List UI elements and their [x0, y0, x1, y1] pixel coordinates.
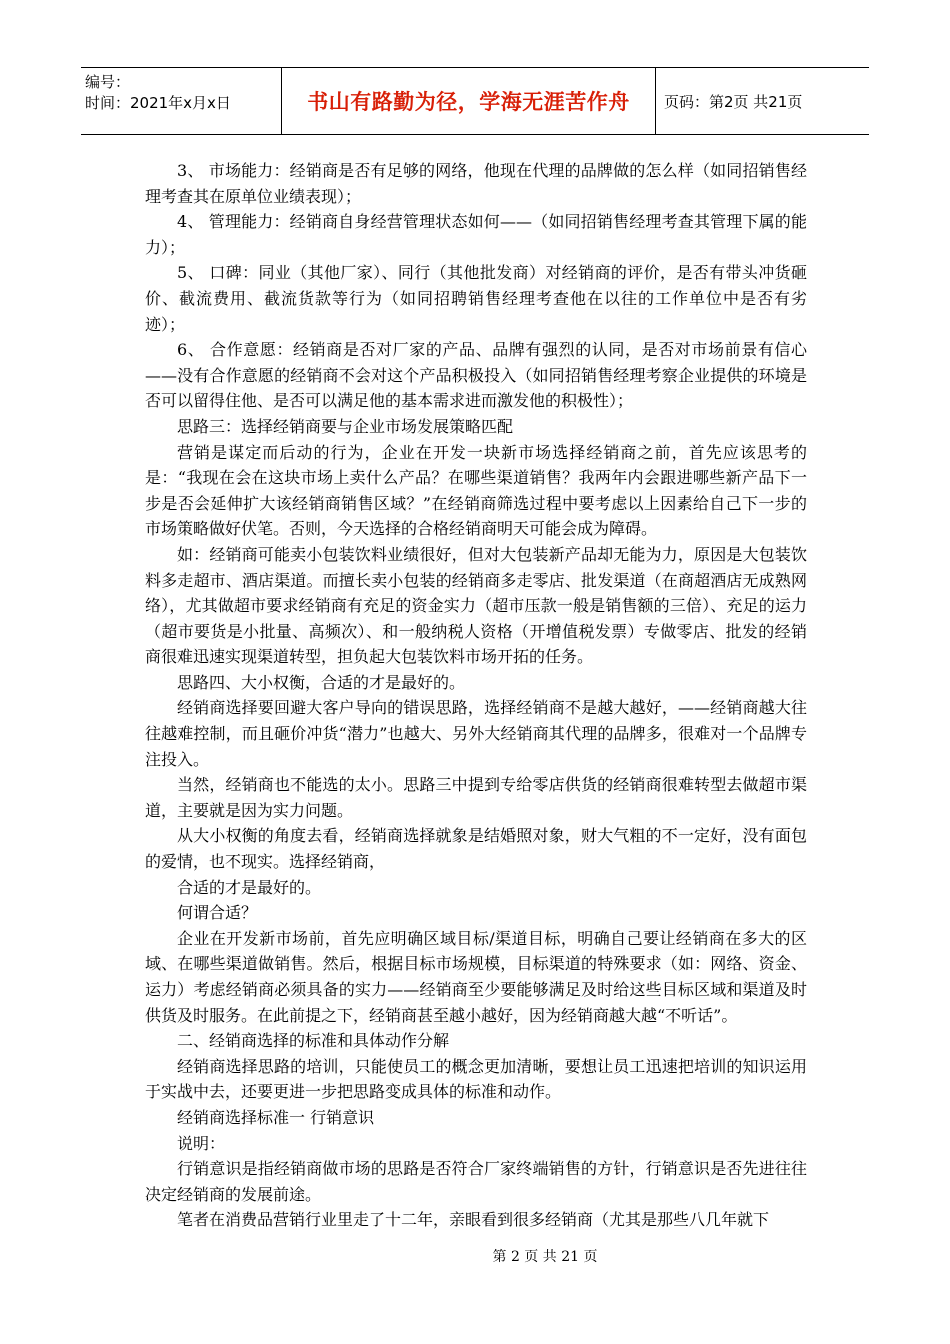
section-heading: 二、经销商选择的标准和具体动作分解 [177, 1031, 450, 1051]
section-heading: 思路四、大小权衡，合适的才是最好的。 [177, 672, 466, 692]
paragraph: 5、 口碑：同业（其他厂家）、同行（其他批发商）对经销商的评价，是否有带头冲货砸价、截流费用、截流货款等行为（如同招聘销售经理考查他在以往的工作单位中是否有劣迹）； [145, 263, 807, 334]
header-page-number: 页码：第2页 共21页 [664, 92, 803, 111]
document-number-label: 编号： [85, 73, 131, 91]
paragraph: 6、 合作意愿：经销商是否对厂家的产品、品牌有强烈的认同，是否对市场前景有信心——没有合作意愿的经销商不会对这个产品积极投入（如同招销售经理考察企业提供的环境是否可以留得住他、是否可以满足他的基本需求进而激发他的积极性）； [145, 340, 807, 411]
paragraph: 行销意识是指经销商做市场的思路是否符合厂家终端销售的方针，行销意识是否先进往往决定经销商的发展前途。 [145, 1159, 807, 1204]
paragraph: 经销商选择思路的培训，只能使员工的概念更加清晰，要想让员工迅速把培训的知识运用于实战中去，还要更进一步把思路变成具体的标准和动作。 [145, 1056, 807, 1102]
header-meta [81, 68, 282, 134]
paragraph: 当然，经销商也不能选的太小。思路三中提到专给零店供货的经销商很难转型去做超市渠道，主要就是因为实力问题。 [145, 775, 807, 820]
paragraph: 合适的才是最好的。 [177, 877, 322, 897]
paragraph: 如：经销商可能卖小包装饮料业绩很好，但对大包装新产品却无能为力，原因是大包装饮料多走超市、酒店渠道。而擅长卖小包装的经销商多走零店、批发渠道（在商超酒店无成熟网络），尤其做超市要求经销商有充足的资金实力（超市压款一般是销售额的三倍）、充足的运力（超市要货是小批量、高频次）、和一般纳税人资格（开增值税发票）专做零店、批发的经销商很难迅速实现渠道转型，担负起大包装饮料市场开拓的任务。 [145, 544, 807, 667]
paragraph: 经销商选择要回避大客户导向的错误思路，选择经销商不是越大越好，——经销商越大往往越难控制，而且砸价冲货“潜力”也越大、另外大经销商其代理的品牌多，很难对一个品牌专注投入。 [145, 698, 807, 769]
paragraph: 营销是谋定而后动的行为，企业在开发一块新市场选择经销商之前，首先应该思考的是：“我现在会在这块市场上卖什么产品？在哪些渠道销售？我两年内会跟进哪些新产品下一步是否会延伸扩大该经销商销售区域？”在经销商筛选过程中要考虑以上因素给自己下一步的市场策略做好伏笔。否则，今天选择的合格经销商明天可能会成为障碍。 [145, 442, 807, 539]
document-date-label: 时间：2021年x月x日 [85, 94, 231, 112]
section-heading: 思路三：选择经销商要与企业市场发展策略匹配 [177, 416, 514, 436]
header-page-cell [656, 68, 869, 134]
paragraph: 笔者在消费品营销行业里走了十二年，亲眼看到很多经销商（尤其是那些八几年就下 [177, 1210, 770, 1230]
section-heading: 经销商选择标准一 行销意识 [177, 1107, 375, 1127]
paragraph: 企业在开发新市场前，首先应明确区域目标/渠道目标，明确自己要让经销商在多大的区域、在哪些渠道做销售。然后，根据目标市场规模，目标渠道的特殊要求（如：网络、资金、运力）考虑经销商必须具备的实力——经销商至少要能够满足及时给这些目标区域和渠道及时供货及时服务。在此前提之下，经销商甚至越小越好，因为经销商越大越“不听话”。 [145, 928, 807, 1025]
paragraph: 4、 管理能力：经销商自身经营管理状态如何——（如同招销售经理考查其管理下属的能力）； [145, 212, 807, 257]
header-motto-cell [282, 68, 656, 134]
paragraph: 说明： [177, 1133, 226, 1153]
footer-page-number: 第 2 页 共 21 页 [492, 1249, 598, 1265]
paragraph: 何谓合适？ [177, 903, 258, 923]
document-body [145, 158, 807, 1233]
page-footer [0, 1246, 950, 1266]
page-header [81, 67, 869, 135]
paragraph: 3、 市场能力：经销商是否有足够的网络，他现在代理的品牌做的怎么样（如同招销售经理考查其在原单位业绩表现）； [145, 161, 807, 206]
header-motto: 书山有路勤为径，学海无涯苦作舟 [307, 90, 630, 114]
paragraph: 从大小权衡的角度去看，经销商选择就象是结婚照对象，财大气粗的不一定好，没有面包的爱情，也不现实。选择经销商， [145, 826, 807, 872]
